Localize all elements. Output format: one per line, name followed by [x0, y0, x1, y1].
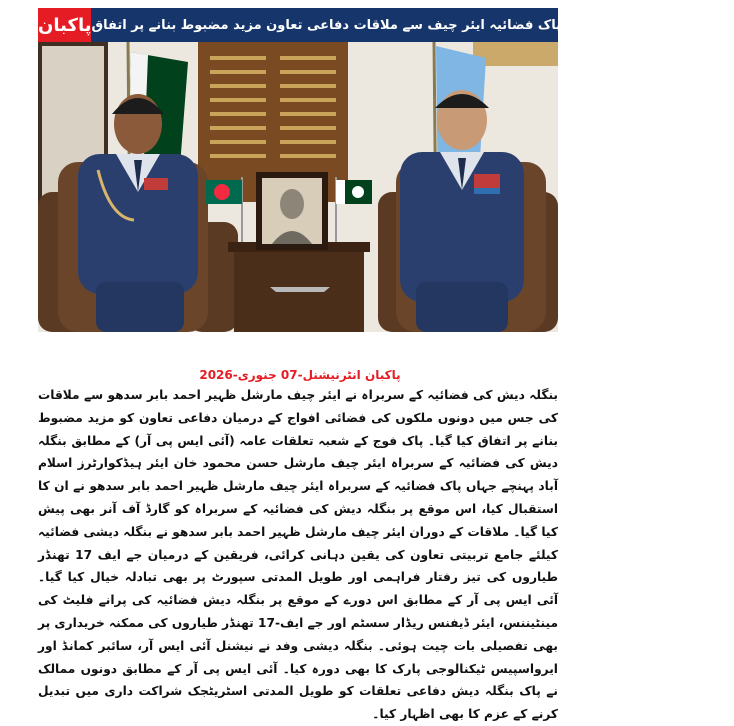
meeting-photo-illustration — [38, 42, 558, 332]
portrait-frame — [256, 172, 328, 250]
news-photo — [38, 42, 558, 332]
article-paragraph: بنگلہ دیش کی فضائیہ کے سربراہ نے ایئر چیف مارشل ظہیر احمد بابر سدھو سے ملاقات کی جس میں دونوں ملکوں کی فضائی افواج کے درمیان دفاعی تعاون کو مزید مضبوط بنانے پر اتفاق کیا گیا۔ پاک فوج کے شعبہ تعلقات عامہ (آئی ایس پی آر) کے مطابق بنگلہ دیش کی فضائیہ کے سربراہ ایئر چیف مارشل حسن محمود خان ایئر ہیڈکوارٹرز اسلام آباد پہنچے جہاں پاک فضائیہ کے سربراہ ایئر چیف مارشل ظہیر احمد بابر سدھو نے ان کا استقبال کیا، اس موقع پر بنگلہ دیش کی فضائیہ کے سربراہ کو گارڈ آف آنر بھی پیش کیا گیا۔ ملاقات کے دوران ایئر چیف مارشل ظہیر احمد بابر سدھو نے بنگلہ دیشی فضائیہ کیلئے جامع تربیتی تعاون کی یقین دہانی کرائی، فریقین کے درمیان جے ایف 17 تھنڈر طیاروں کی تیز رفتار فراہمی اور طویل المدتی سپورٹ پر بھی تبادلہ خیال کیا گیا۔ آئی ایس پی آر کے مطابق اس دورے کے موقع پر بنگلہ دیش فضائیہ کی پرانے فلیٹ کی مینٹیننس، ایئر ڈیفنس ریڈار سسٹم اور جے ایف-17 تھنڈر طیاروں کی ممکنہ خریداری پر بھی تفصیلی بات چیت ہوئی۔ بنگلہ دیشی وفد نے نیشنل آئی ایس آر، سائبر کمانڈ اور ایرواسپیس ٹیکنالوجی پارک کا بھی دورہ کیا۔ آئی ایس پی آر کے مطابق دونوں ممالک نے پاک بنگلہ دیش دفاعی تعلقات کو طویل المدتی اسٹریٹجک شراکت داری میں تبدیل کرنے کے عزم کا بھی اظہار کیا۔ — [38, 388, 558, 722]
dateline: پاکبان انٹرنیشنل-07 جنوری-2026 — [199, 368, 401, 382]
wall-frame-right — [473, 42, 558, 66]
headline-bar — [38, 8, 726, 42]
brand-badge: پاکبان — [38, 8, 91, 42]
model-aircraft — [270, 287, 330, 292]
article-body — [38, 384, 558, 722]
headline-title: بنگلہ دیشی ایئر چیف کی پاک فضائیہ ایئر چیف سے ملاقات دفاعی تعاون مزید مضبوط بنانے پر اتفاق — [91, 17, 726, 33]
